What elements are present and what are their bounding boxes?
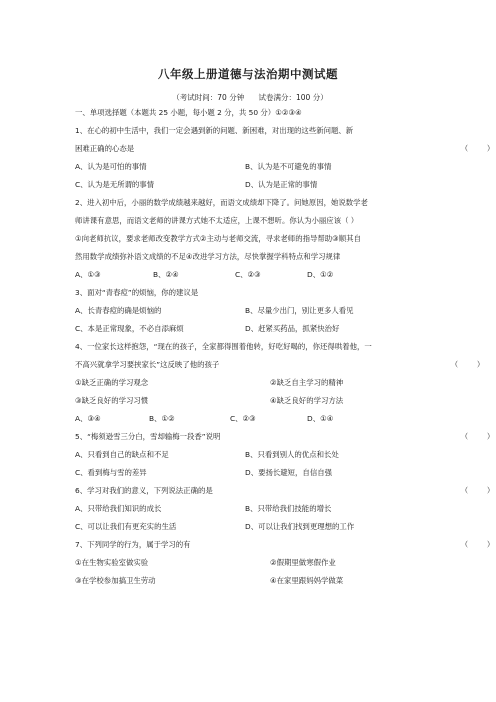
q6-options-row1 [75, 503, 425, 514]
q2-option-b: B、②④ [153, 270, 179, 279]
section-heading: 一、单项选择题（本题共 25 小题，每小题 2 分，共 50 分）①②③④ [75, 108, 302, 117]
q5-answer-blank: （ ） [460, 432, 495, 441]
q1-stem-line2 [75, 143, 495, 154]
q1-stem-text: 困难正确的心态是 [75, 144, 135, 153]
q4-item-1: ①缺乏正确的学习观念 [75, 378, 149, 387]
q4-stem-line1: 4、一位家长这样抱怨，“现在的孩子，全家都得围着他转，好吃好喝的，你还得哄着他，一 [75, 342, 372, 351]
q4-items-row2 [75, 395, 425, 406]
q3-options-row1 [75, 305, 425, 316]
q5-options-row1 [75, 449, 425, 460]
q5-stem-line [75, 431, 495, 442]
q6-answer-blank: （ ） [460, 486, 495, 495]
q2-stem-line3: ①向老师抗议，要求老师改变教学方式②主动与老师交流，寻求老师的指导帮助③顺其自 [75, 234, 361, 243]
q6-option-c: C、可以让我们有更充实的生活 [75, 522, 177, 531]
q3-options-row2 [75, 323, 425, 334]
q4-stem-text: 不高兴就拿学习要挟家长”这反映了他的孩子 [75, 360, 220, 369]
q1-answer-blank: （ ） [460, 144, 495, 153]
q1-option-d: D、认为是正常的事情 [245, 180, 318, 189]
q5-stem: 5、“梅须逊雪三分白，雪却输梅一段香”说明 [75, 432, 221, 441]
q3-option-a: A、长青春痘的确是烦恼的 [75, 306, 162, 315]
q6-stem: 6、学习对我们的意义，下列说法正确的是 [75, 486, 213, 495]
q6-option-d: D、可以让我们找到更理想的工作 [245, 522, 355, 531]
q7-stem-line [75, 539, 495, 550]
q6-option-a: A、只带给我们知识的成长 [75, 504, 162, 513]
q2-option-c: C、②③ [235, 270, 261, 279]
q6-options-row2 [75, 521, 425, 532]
q1-options-row1 [75, 161, 425, 172]
page-title: 八年级上册道德与法治期中测试题 [158, 67, 338, 81]
q5-option-a: A、只看到自己的缺点和不足 [75, 450, 169, 459]
q4-items-row1 [75, 377, 425, 388]
q5-options-row2 [75, 467, 425, 478]
q7-item-2: ②假期里做寒假作业 [270, 558, 336, 567]
q2-option-a: A、①③ [75, 270, 101, 279]
q7-stem: 7、下列同学的行为，属于学习的有 [75, 540, 191, 549]
q3-stem: 3、面对“青春痘”的烦恼，你的建议是 [75, 288, 199, 297]
q2-stem-line4: 然用数学成绩弥补语文成绩的不足④改进学习方法，尽快掌握学科特点和学习规律 [75, 252, 341, 261]
q2-option-d: D、①② [307, 270, 334, 279]
q7-answer-blank: （ ） [460, 540, 495, 549]
q7-item-3: ③在学校参加搞卫生劳动 [75, 576, 156, 585]
q4-option-c: C、②③ [230, 414, 256, 423]
q6-option-b: B、只带给我们技能的增长 [245, 504, 332, 513]
q1-stem-line1: 1、在心的初中生活中，我们一定会遇到新的问题、新困难，对出现的这些新问题、新 [75, 126, 354, 135]
q3-option-b: B、尽量少出门，别让更多人看见 [245, 306, 354, 315]
q2-stem-line1: 2、进入初中后，小丽的数学成绩越来越好，而语文成绩却下降了。问她原因，她说数学老 [75, 198, 368, 207]
q1-option-b: B、认为是不可避免的事情 [245, 162, 332, 171]
q4-item-2: ②缺乏自主学习的精神 [270, 378, 344, 387]
q7-item-4: ④在家里跟妈妈学做菜 [270, 576, 344, 585]
q1-options-row2 [75, 179, 425, 190]
q4-answer-blank: （ ） [450, 360, 485, 369]
q7-items-row1 [75, 557, 425, 568]
q4-item-4: ④缺乏良好的学习方法 [270, 396, 344, 405]
q7-item-1: ①在生物实验室做实验 [75, 558, 149, 567]
exam-info: （考试时间：70 分钟 试卷满分：100 分） [172, 93, 328, 102]
q5-option-d: D、要扬长避短，自信自强 [245, 468, 332, 477]
q4-option-b: B、①② [149, 414, 175, 423]
q1-option-c: C、认为是无所谓的事情 [75, 180, 155, 189]
q2-stem-line2: 师讲课有意思，而语文老师的讲课方式她不太适应，上课不想听。你认为小丽应该（ ） [75, 216, 359, 225]
q6-stem-line [75, 485, 495, 496]
q4-stem-line2 [75, 359, 485, 370]
q5-option-b: B、只看到别人的优点和长处 [245, 450, 339, 459]
q4-option-a: A、③④ [75, 414, 101, 423]
q4-option-d: D、①④ [307, 414, 334, 423]
q5-option-c: C、看到梅与雪的差异 [75, 468, 147, 477]
q1-option-a: A、认为是可怕的事情 [75, 162, 147, 171]
q3-option-d: D、赶紧买药品，抓紧快治好 [245, 324, 340, 333]
q7-items-row2 [75, 575, 425, 586]
q3-option-c: C、本是正常现象，不必自添麻烦 [75, 324, 184, 333]
q4-item-3: ③缺乏良好的学习习惯 [75, 396, 149, 405]
